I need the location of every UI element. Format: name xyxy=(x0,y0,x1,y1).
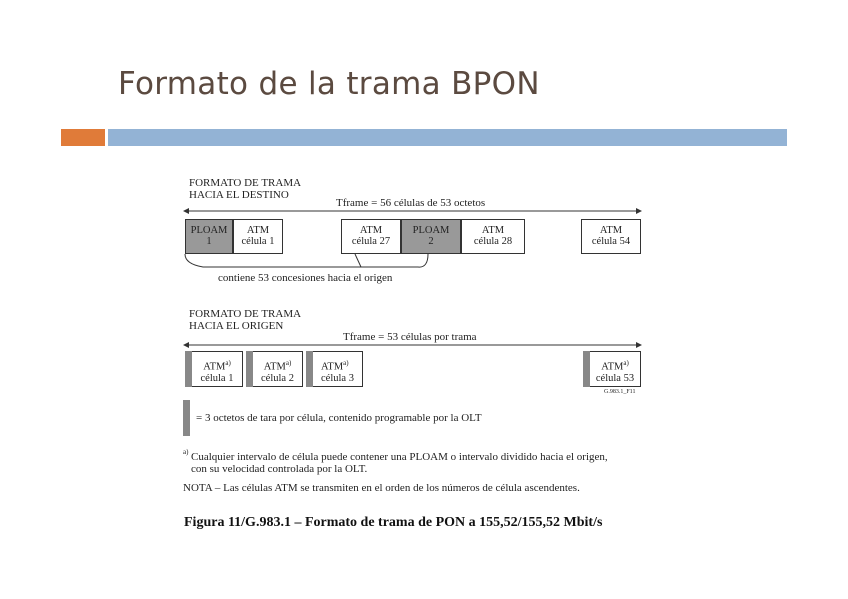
frame-format-figure xyxy=(163,146,657,546)
overhead-block xyxy=(583,351,590,387)
arrow-head-right-2 xyxy=(636,342,642,348)
atm-cell-53-up: ATM$^{a)}$ célula 53 xyxy=(583,351,641,387)
overhead-legend-text: = 3 octetos de tara por célula, contenido programable por la OLT xyxy=(196,412,482,424)
downstream-tframe-label: Tframe = 56 células de 53 octetos xyxy=(336,197,486,209)
upstream-tframe-label: Tframe = 53 células por trama xyxy=(343,331,477,343)
figure-code: G.983.1_F11 xyxy=(604,389,636,395)
concessions-note: contiene 53 concesiones hacia el origen xyxy=(218,272,393,284)
atm-cell-1-down: ATM célula 1 xyxy=(233,219,283,254)
footnote-mark: a) xyxy=(183,448,189,456)
overhead-block xyxy=(246,351,253,387)
arrow-head-left-2 xyxy=(183,342,189,348)
footnote-line1: Cualquier intervalo de célula puede contener una PLOAM o intervalo dividido hacia el origen, xyxy=(191,451,608,463)
downstream-heading-line1: FORMATO DE TRAMA xyxy=(189,177,302,189)
atm-cell-28-down: ATM célula 28 xyxy=(461,219,525,254)
atm-cell-54-down: ATM célula 54 xyxy=(581,219,641,254)
overhead-block xyxy=(306,351,313,387)
ploam-cell-2: PLOAM 2 xyxy=(401,219,461,254)
atm-cell-2-up: ATM$^{a)}$ célula 2 xyxy=(246,351,303,387)
accent-bar-orange xyxy=(61,129,105,146)
atm-cell-1-up: ATM$^{a)}$ célula 1 xyxy=(185,351,243,387)
ploam-cell-1: PLOAM 1 xyxy=(185,219,233,254)
upstream-heading-line2: HACIA EL ORIGEN xyxy=(189,320,284,332)
overhead-legend-swatch xyxy=(183,400,190,436)
brace-tick xyxy=(355,254,361,267)
accent-bar-blue xyxy=(108,129,787,146)
nota-text: NOTA – Las células ATM se transmiten en el orden de los números de célula ascendentes. xyxy=(183,482,580,494)
arrow-head-left xyxy=(183,208,189,214)
figure-caption: Figura 11/G.983.1 – Formato de trama de PON a 155,52/155,52 Mbit/s xyxy=(184,515,603,530)
atm-cell-27-down: ATM célula 27 xyxy=(341,219,401,254)
slide-title: Formato de la trama BPON xyxy=(118,66,540,102)
footnote-line2: con su velocidad controlada por la OLT. xyxy=(191,463,368,475)
arrow-head-right xyxy=(636,208,642,214)
overhead-block xyxy=(185,351,192,387)
atm-cell-3-up: ATM$^{a)}$ célula 3 xyxy=(306,351,363,387)
upstream-heading-line1: FORMATO DE TRAMA xyxy=(189,308,302,320)
downstream-heading-line2: HACIA EL DESTINO xyxy=(189,189,289,201)
concessions-brace xyxy=(185,254,428,267)
